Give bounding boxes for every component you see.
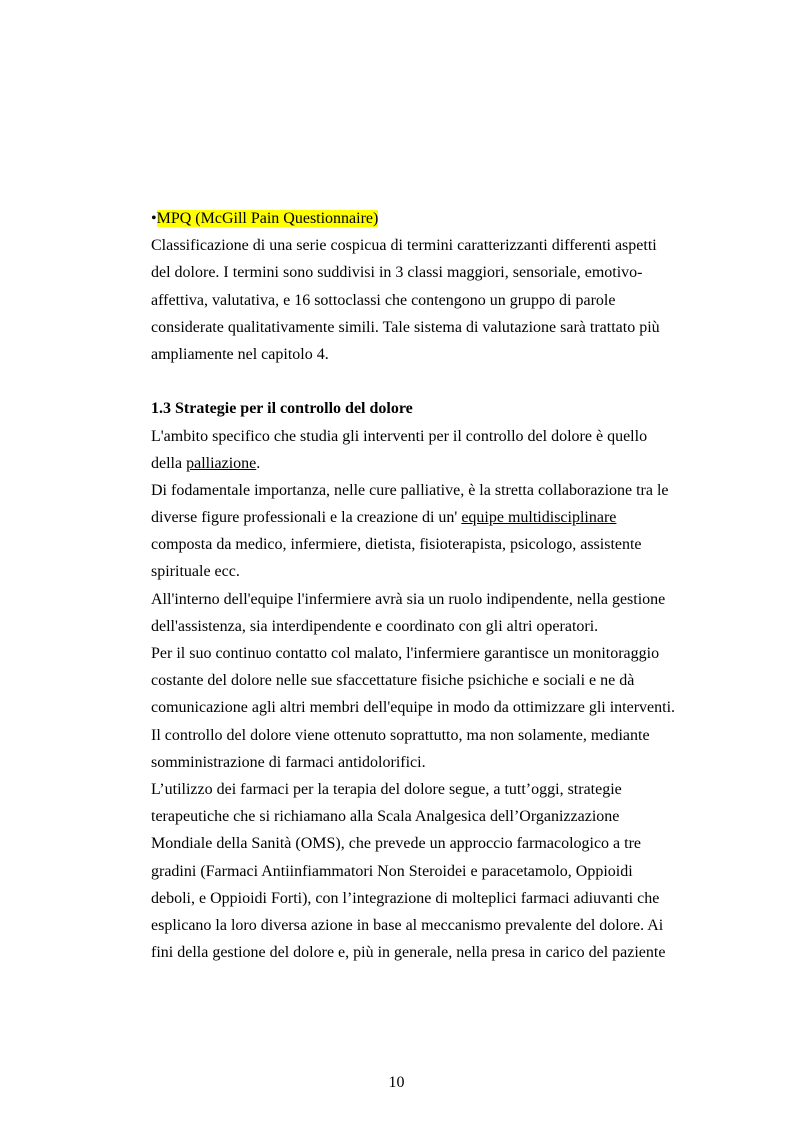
paragraph-line: L’utilizzo dei farmaci per la terapia del dolore segue, a tutt’oggi, strategie [151, 780, 622, 798]
palliazione-link[interactable]: palliazione [186, 454, 257, 472]
paragraph-line: costante del dolore nelle sue sfaccettature fisiche psichiche e sociali e ne dà [151, 672, 635, 690]
paragraph-line: Di fodamentale importanza, nelle cure palliative, è la stretta collaborazione tra le [151, 481, 669, 499]
paragraph-line: composta da medico, infermiere, dietista, fisioterapista, psicologo, assistente [151, 536, 642, 554]
paragraph-line: Il controllo del dolore viene ottenuto soprattutto, ma non solamente, mediante [151, 726, 650, 744]
page-number: 10 [388, 1074, 405, 1091]
paragraph-line: terapeutiche che si richiamano alla Scala Analgesica dell’Organizzazione [151, 808, 620, 826]
paragraph-line: Mondiale della Sanità (OMS), che prevede un approccio farmacologico a tre [151, 835, 642, 853]
paragraph-line: ampliamente nel capitolo 4. [151, 345, 329, 363]
paragraph-line [151, 450, 691, 477]
paragraph-line: gradini (Farmaci Antiinfiammatori Non Steroidei e paracetamolo, Oppioidi [151, 862, 633, 880]
paragraph-line: comunicazione agli altri membri dell'equipe in modo da ottimizzare gli interventi. [151, 699, 676, 717]
mpq-heading-line [151, 205, 691, 232]
paragraph-line: Classificazione di una serie cospicua di termini caratterizzanti differenti aspetti [151, 237, 657, 255]
paragraph-line: L'ambito specifico che studia gli interventi per il controllo del dolore è quello [151, 427, 648, 445]
mpq-heading: MPQ (McGill Pain Questionnaire) [156, 210, 379, 227]
paragraph-line: esplicano la loro diversa azione in base al meccanismo prevalente del dolore. Ai [151, 916, 664, 934]
bullet-marker: • [151, 210, 157, 227]
paragraph-line: considerate qualitativamente simili. Tale sistema di valutazione sarà trattato più [151, 318, 660, 336]
paragraph-line [151, 504, 691, 531]
paragraph-line: deboli, e Oppioidi Forti), con l’integrazione di molteplici farmaci adiuvanti che [151, 889, 660, 907]
paragraph-line: del dolore. I termini sono suddivisi in 3 classi maggiori, sensoriale, emotivo- [151, 264, 643, 282]
equipe-multidisciplinare-link[interactable]: equipe multidisciplinare [461, 509, 617, 527]
line-text: . [256, 454, 261, 472]
line-text: diverse figure professionali e la creazione di un' [151, 509, 462, 527]
page-body [151, 205, 691, 966]
paragraph-line: All'interno dell'equipe l'infermiere avrà sia un ruolo indipendente, nella gestione [151, 590, 666, 608]
paragraph-line: affettiva, valutativa, e 16 sottoclassi che contengono un gruppo di parole [151, 291, 616, 309]
paragraph-line: fini della gestione del dolore e, più in generale, nella presa in carico del paziente [151, 944, 666, 962]
section-heading: 1.3 Strategie per il controllo del dolore [151, 400, 413, 418]
paragraph-line: somministrazione di farmaci antidolorifici. [151, 753, 426, 771]
paragraph-line: spirituale ecc. [151, 563, 240, 581]
paragraph-line: Per il suo continuo contatto col malato, l'infermiere garantisce un monitoraggio [151, 645, 660, 662]
paragraph-spacer [151, 368, 691, 395]
paragraph-line: dell'assistenza, sia interdipendente e coordinato con gli altri operatori. [151, 617, 599, 635]
line-text: della [151, 454, 187, 472]
